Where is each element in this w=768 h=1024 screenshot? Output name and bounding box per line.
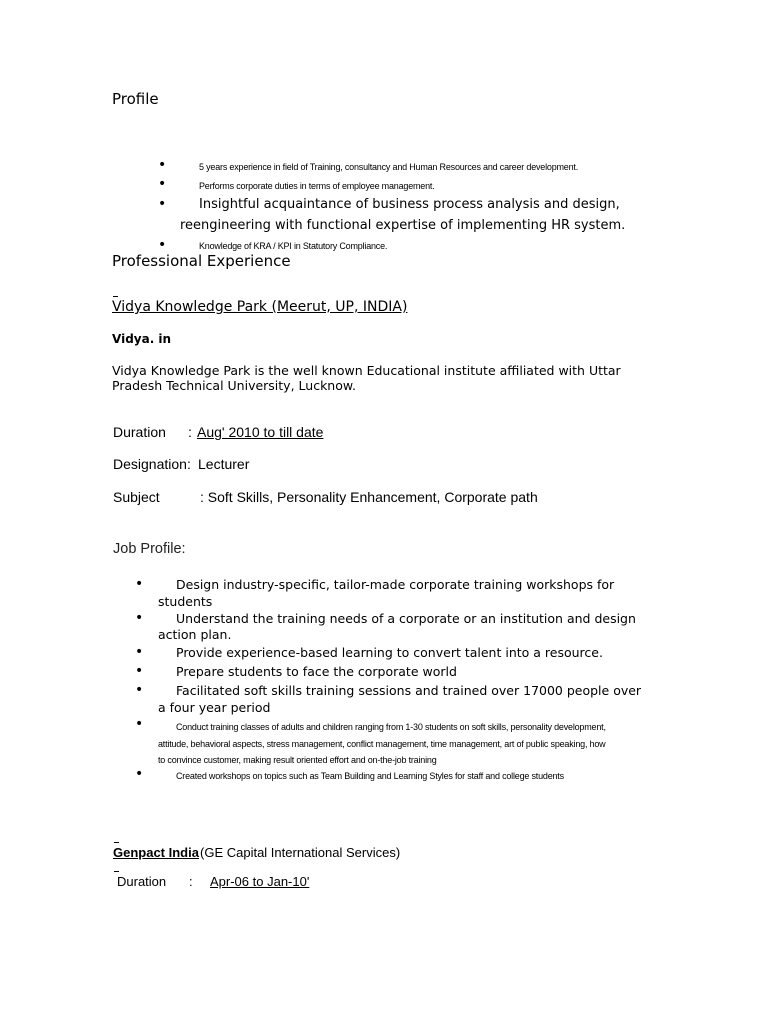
profile-bullet-3-continued: reengineering with functional expertise of implementing HR system. [180,218,626,233]
bullet-icon: • [158,176,167,192]
profile-bullet-2: Performs corporate duties in terms of employee management. [199,181,435,191]
job-item-4: Prepare students to face the corporate world [176,664,457,679]
duration-value: Aug' 2010 to till date [197,424,324,440]
divider-mark [113,296,118,297]
vidya-description-line2: Pradesh Technical University, Lucknow. [112,378,356,393]
bullet-icon: • [158,196,167,212]
subject-value: : Soft Skills, Personality Enhancement, Corporate path [200,489,538,505]
subject-label: Subject [113,489,160,505]
job-item-3: Provide experience-based learning to convert talent into a resource. [176,645,603,660]
experience-heading: Professional Experience [112,252,291,270]
duration-separator: : [188,424,192,440]
genpact-org-title: Genpact India [113,845,199,860]
job-item-2-continued: action plan. [158,627,232,642]
bullet-icon: • [135,610,144,626]
divider-mark [114,842,119,843]
genpact-duration-label: Duration [117,874,167,889]
genpact-duration-value: Apr-06 to Jan-10' [210,874,310,889]
job-item-7: Created workshops on topics such as Team Building and Learning Styles for staff and college students [176,771,564,781]
job-item-6: Conduct training classes of adults and children ranging from 1-30 students on soft skills, personality development, [176,722,606,732]
job-item-5-continued: a four year period [158,700,271,715]
divider-mark [114,871,119,872]
profile-bullet-4: Knowledge of KRA / KPI in Statutory Compliance. [199,241,388,251]
bullet-icon: • [158,237,167,253]
bullet-icon: • [135,682,144,698]
job-item-1-continued: students [158,594,213,609]
bullet-icon: • [158,157,167,173]
designation-value: Lecturer [198,456,250,472]
designation-label: Designation: [113,456,191,472]
bullet-icon: • [135,716,144,732]
job-item-6-continued-1: attitude, behavioral aspects, stress management, conflict management, time management, art of public speaking, how [158,739,606,749]
job-item-5: Facilitated soft skills training sessions and trained over 17000 people over [176,683,642,698]
job-profile-label: Job Profile: [113,541,186,557]
bullet-icon: • [135,576,144,592]
vidya-org-title: Vidya Knowledge Park (Meerut, UP, INDIA) [112,299,408,315]
bullet-icon: • [135,644,144,660]
bullet-icon: • [135,766,144,782]
bullet-icon: • [135,663,144,679]
vidya-site: Vidya. in [112,332,172,346]
profile-heading: Profile [112,90,159,108]
vidya-description-line1: Vidya Knowledge Park is the well known Educational institute affiliated with Uttar [112,363,621,378]
profile-bullet-3: Insightful acquaintance of business process analysis and design, [199,197,620,212]
profile-bullet-1: 5 years experience in field of Training, consultancy and Human Resources and career development. [199,162,579,172]
job-item-1: Design industry-specific, tailor-made corporate training workshops for [176,577,615,592]
job-item-6-continued-2: to convince customer, making result oriented effort and on-the-job training [158,755,437,765]
genpact-org-detail: (GE Capital International Services) [200,845,401,860]
job-item-2: Understand the training needs of a corporate or an institution and design [176,611,636,626]
genpact-duration-separator: : [189,874,193,889]
duration-label: Duration [113,424,166,440]
